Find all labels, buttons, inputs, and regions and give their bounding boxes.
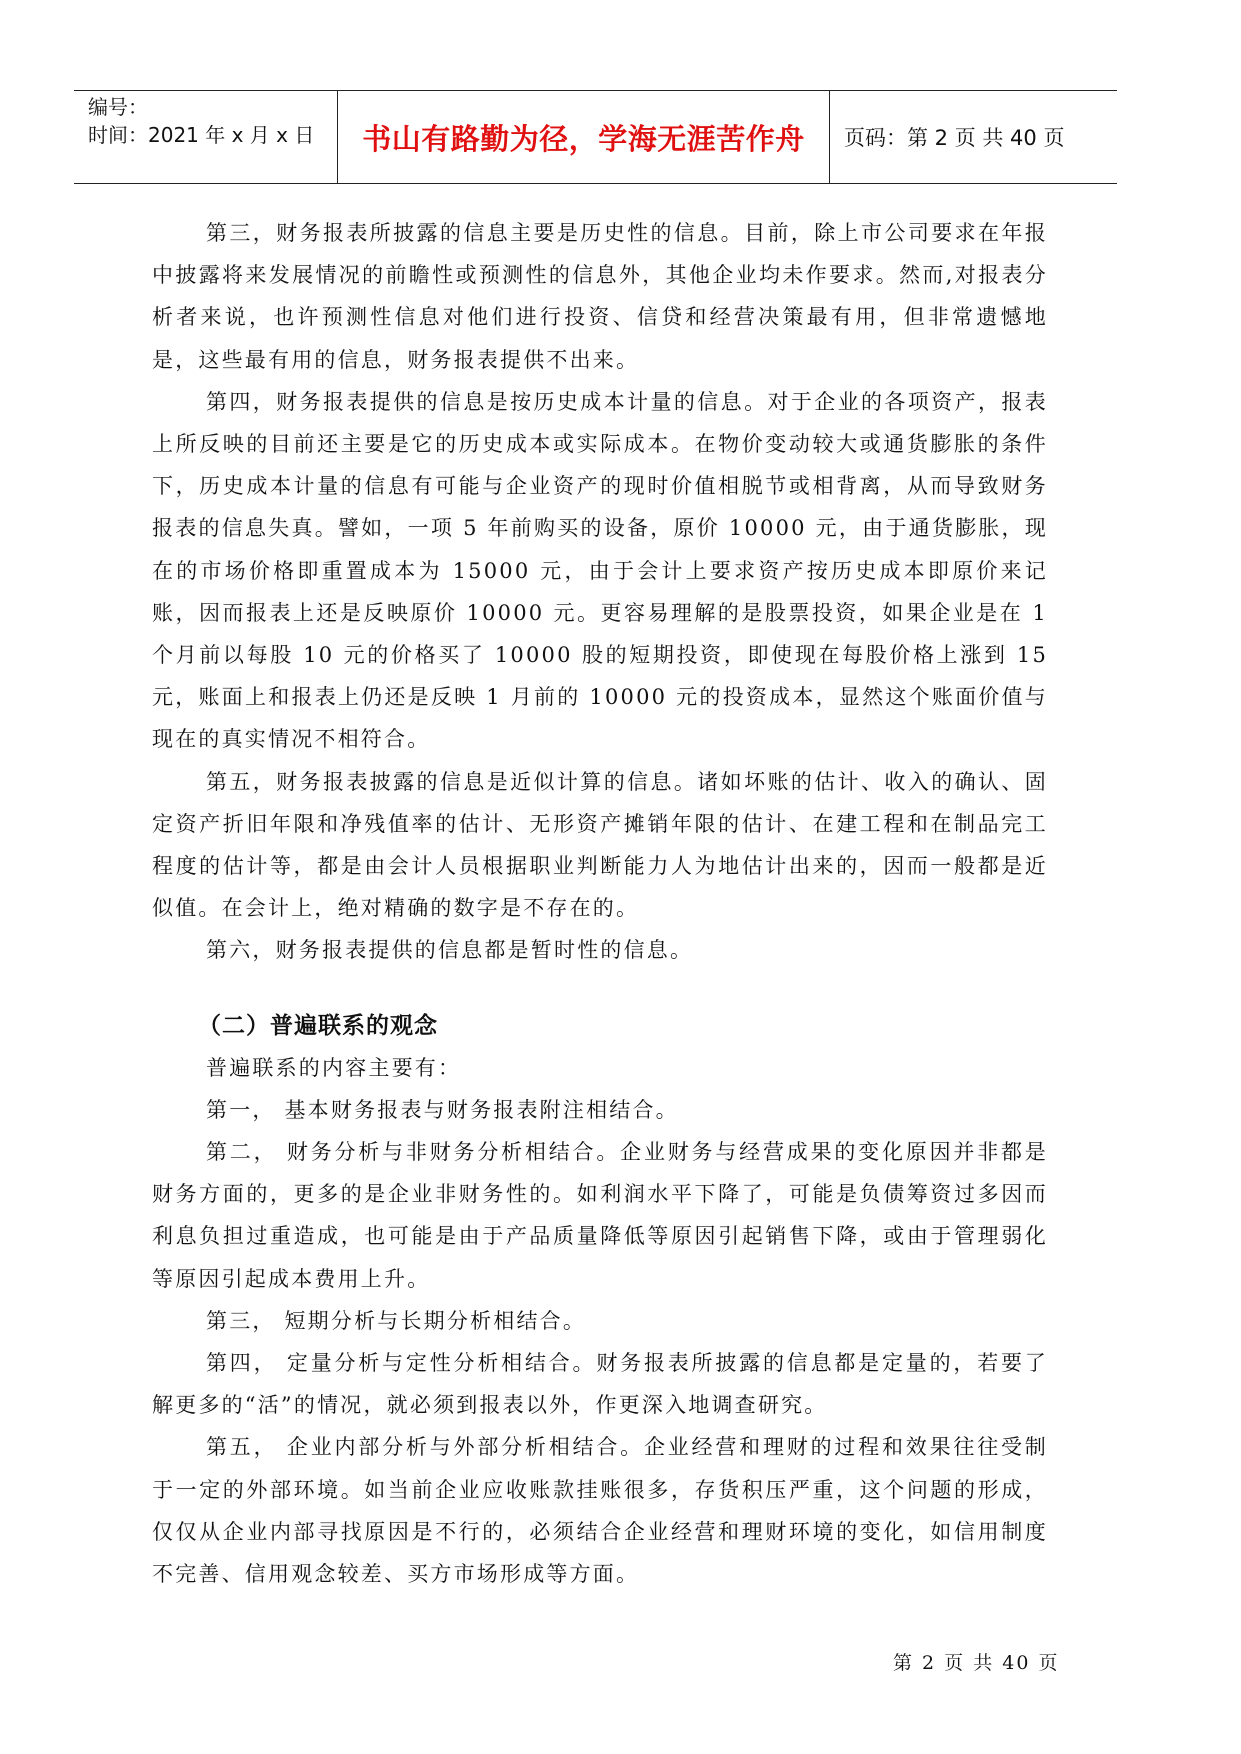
paragraph: 第二， 财务分析与非财务分析相结合。企业财务与经营成果的变化原因并非都是财务方面的，更多的是企业非财务性的。如利润水平下降了，可能是负债筹资过多因而利息负担过重造成，也可能是由于产品质量降低等原因引起销售下降，或由于管理弱化等原因引起成本费用上升。 xyxy=(152,1140,1048,1291)
document-body xyxy=(152,212,1048,1595)
header-meta xyxy=(74,91,338,183)
paragraph: 第三， 短期分析与长期分析相结合。 xyxy=(206,1308,587,1333)
paragraph: 普遍联系的内容主要有： xyxy=(206,1055,462,1080)
page-header xyxy=(74,90,1117,184)
paragraph: 第五，财务报表披露的信息是近似计算的信息。诸如坏账的估计、收入的确认、固定资产折旧年限和净残值率的估计、无形资产摊销年限的估计、在建工程和在制品完工程度的估计等，都是由会计人员根据职业判断能力人为地估计出来的，因而一般都是近似值。在会计上，绝对精确的数字是不存在的。 xyxy=(152,769,1048,921)
section-heading: （二）普遍联系的观念 xyxy=(198,1012,438,1039)
paragraph: 第一， 基本财务报表与财务报表附注相结合。 xyxy=(206,1097,679,1122)
page-footer-number: 第 2 页 共 40 页 xyxy=(893,1652,1060,1674)
header-motto: 书山有路勤为径，学海无涯苦作舟 xyxy=(338,91,830,183)
serial-label: 编号： xyxy=(88,95,148,119)
paragraph: 第六，财务报表提供的信息都是暂时性的信息。 xyxy=(206,938,694,963)
header-page-code: 页码：第 2 页 共 40 页 xyxy=(844,126,1065,150)
paragraph: 第三，财务报表所披露的信息主要是历史性的信息。目前，除上市公司要求在年报中披露将来发展情况的前瞻性或预测性的信息外，其他企业均未作要求。然而,对报表分析者来说，也许预测性信息对他们进行投资、信贷和经营决策最有用，但非常遗憾地是，这些最有用的信息，财务报表提供不出来。 xyxy=(152,221,1048,372)
paragraph: 第四，财务报表提供的信息是按历史成本计量的信息。对于企业的各项资产，报表上所反映的目前还主要是它的历史成本或实际成本。在物价变动较大或通货膨胀的条件下，历史成本计量的信息有可能与企业资产的现时价值相脱节或相背离，从而导致财务报表的信息失真。譬如，一项 5 年前购买的设备，原价 10000 元，由于通货膨胀，现在的市场价格即重置成本为 15000 元，由于会计上要求资产按历史成本即原价来记账，因而报表上还是反映原价 10000 元。更容易理解的是股票投资，如果企业是在 1 个月前以每股 10 元的价格买了 10000 股的短期投资，即使现在每股价格上涨到 15 元，账面上和报表上仍还是反映 1 月前的 10000 元的投资成本，显然这个账面价值与现在的真实情况不相符合。 xyxy=(152,389,1048,752)
paragraph: 第五， 企业内部分析与外部分析相结合。企业经营和理财的过程和效果往往受制于一定的外部环境。如当前企业应收账款挂账很多，存货积压严重，这个问题的形成，仅仅从企业内部寻找原因是不行的，必须结合企业经营和理财环境的变化，如信用制度不完善、信用观念较差、买方市场形成等方面。 xyxy=(152,1435,1048,1587)
paragraph: 第四， 定量分析与定性分析相结合。财务报表所披露的信息都是定量的，若要了解更多的“活”的情况，就必须到报表以外，作更深入地调查研究。 xyxy=(152,1351,1048,1418)
time-label: 时间：2021 年 x 月 x 日 xyxy=(88,123,315,147)
